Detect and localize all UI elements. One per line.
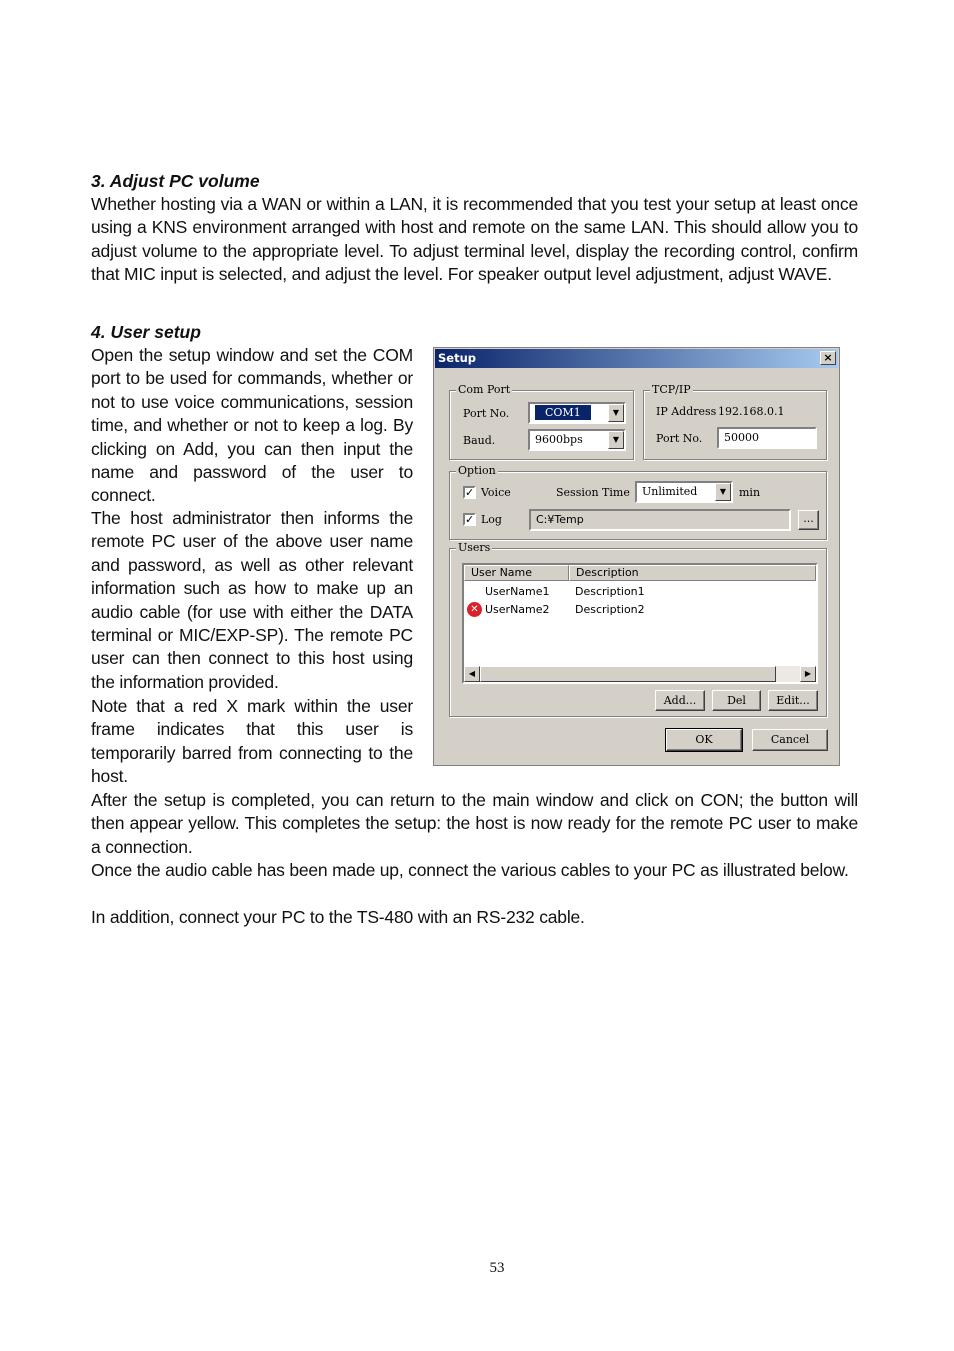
- description-cell: Description1: [575, 585, 645, 598]
- user-setup-paragraph-5: Once the audio cable has been made up, connect the various cables to your PC as illustrated below.: [91, 860, 849, 880]
- edit-user-button[interactable]: Edit...: [768, 690, 818, 711]
- user-setup-paragraph-2: The host administrator then informs the remote PC user of the above user name and password, as well as other relevant information such as how to make up an audio cable (for use with either the DATA terminal or MIC/EXP-SP). The remote PC user can then connect to this host using the information provided.: [91, 508, 413, 692]
- cancel-button[interactable]: Cancel: [752, 729, 828, 751]
- section-4-heading: 4. User setup: [91, 322, 201, 342]
- user-setup-paragraph-3: Note that a red X mark within the user frame indicates that this user is temporarily barred from connecting to the host.: [91, 696, 413, 787]
- session-unit-label: min: [739, 486, 761, 499]
- voice-checkbox[interactable]: ✓: [465, 486, 475, 499]
- user-name-cell: UserName1: [485, 585, 550, 598]
- horizontal-scrollbar[interactable]: [464, 666, 816, 682]
- users-group: [449, 541, 827, 717]
- description-cell: Description2: [575, 603, 645, 616]
- page-number: 53: [489, 1260, 505, 1276]
- log-checkbox[interactable]: ✓: [465, 513, 475, 526]
- users-list[interactable]: [462, 563, 818, 684]
- column-header-description[interactable]: Description: [569, 565, 816, 581]
- session-time-select[interactable]: [635, 481, 733, 503]
- section-3-body: Whether hosting via a WAN or within a LAN, it is recommended that you test your setup at least once using a KNS environment arranged with host and remote on the same LAN. This should allow you to adjust volume to the appropriate level. To adjust terminal level, display the recording control, confirm that MIC input is selected, and adjust the level. For speaker output level adjustment, adjust WAVE.: [91, 194, 858, 285]
- chevron-down-icon[interactable]: ▼: [608, 431, 624, 449]
- add-user-button[interactable]: Add...: [655, 690, 705, 711]
- ip-address-label: IP Address: [656, 405, 717, 418]
- baud-label: Baud.: [463, 434, 496, 447]
- browse-button[interactable]: ...: [798, 510, 819, 530]
- user-name-cell: UserName2: [485, 603, 550, 616]
- voice-label: Voice: [481, 486, 511, 499]
- baud-value: 9600bps: [535, 433, 583, 446]
- users-group-label: Users: [458, 541, 491, 554]
- chevron-down-icon[interactable]: ▼: [715, 483, 731, 501]
- port-no-value: COM1: [535, 405, 591, 420]
- delete-user-button[interactable]: Del: [712, 690, 761, 711]
- session-time-label: Session Time: [556, 486, 630, 499]
- option-group-label: Option: [458, 464, 496, 477]
- dialog-title: Setup: [438, 351, 476, 365]
- tcp-port-input[interactable]: 50000: [717, 427, 817, 449]
- dialog-titlebar: [435, 349, 838, 368]
- baud-select[interactable]: [528, 429, 626, 451]
- ok-button[interactable]: OK: [666, 729, 742, 751]
- log-path-field[interactable]: C:¥Temp: [529, 509, 791, 531]
- setup-dialog: [433, 347, 840, 766]
- log-label: Log: [481, 513, 502, 526]
- user-setup-paragraph-6: In addition, connect your PC to the TS-480 with an RS-232 cable.: [91, 907, 585, 927]
- scroll-right-icon[interactable]: ▶: [800, 666, 816, 682]
- ip-address-value: 192.168.0.1: [718, 405, 785, 418]
- scroll-thumb[interactable]: [480, 666, 776, 682]
- com-port-group-label: Com Port: [458, 383, 511, 396]
- column-header-user-name[interactable]: User Name: [464, 565, 569, 581]
- user-setup-paragraph-1: Open the setup window and set the COM port to be used for commands, whether or not to use voice communications, session time, and whether or not to keep a log. By clicking on Add, you can then input the name and password of the user to connect.: [91, 345, 413, 506]
- port-no-select[interactable]: [528, 402, 626, 424]
- section-3-heading: 3. Adjust PC volume: [91, 171, 260, 191]
- tcpip-group: [643, 383, 827, 460]
- close-button[interactable]: ×: [820, 351, 836, 365]
- scroll-left-icon[interactable]: ◀: [464, 666, 480, 682]
- user-setup-paragraph-4: After the setup is completed, you can return to the main window and click on CON; the button will then appear yellow. This completes the setup: the host is now ready for the remote PC user to make a connection.: [91, 790, 858, 857]
- chevron-down-icon[interactable]: ▼: [608, 404, 624, 422]
- tcpip-group-label: TCP/IP: [652, 383, 691, 396]
- option-group: [449, 464, 827, 540]
- barred-x-icon: ✕: [467, 602, 482, 617]
- com-port-group: [449, 383, 634, 460]
- tcp-port-label: Port No.: [656, 432, 703, 445]
- port-no-label: Port No.: [463, 407, 510, 420]
- session-time-value: Unlimited: [642, 485, 698, 498]
